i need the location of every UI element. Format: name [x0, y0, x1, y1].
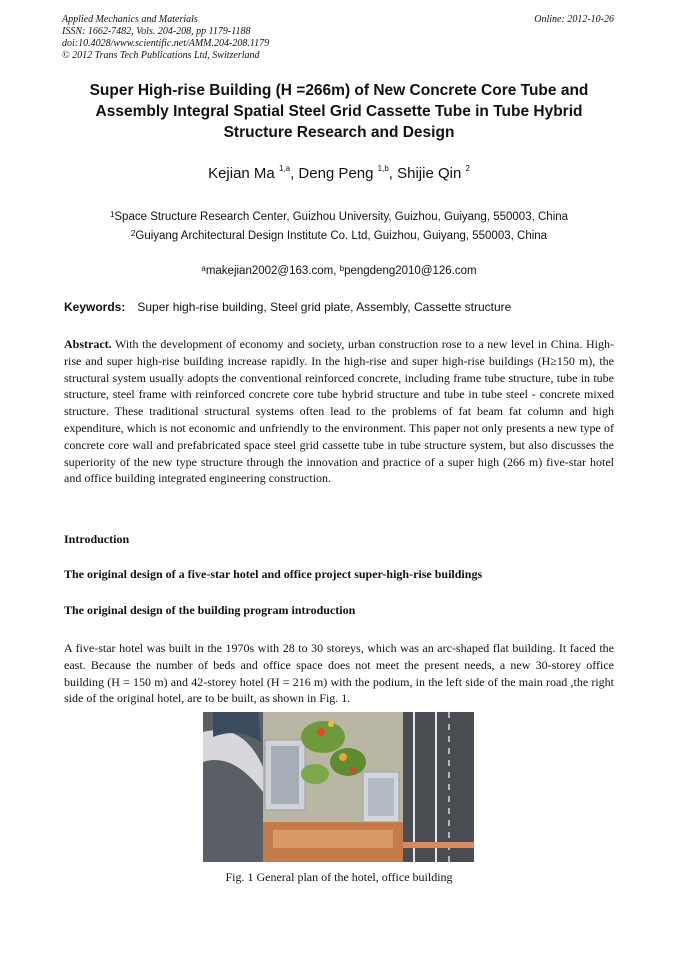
issn-line: ISSN: 1662-7482, Vols. 204-208, pp 1179-1188: [62, 26, 251, 37]
keywords-label: Keywords:: [64, 300, 126, 314]
email-address[interactable]: pengdeng2010@126.com: [344, 265, 477, 277]
affiliation-2: [60, 230, 618, 242]
heading-introduction: Introduction: [64, 532, 130, 546]
heading-program-introduction: The original design of the building program introduction: [64, 603, 356, 617]
abstract-label: Abstract.: [64, 337, 112, 351]
paper-title: Super High-rise Building (H =266m) of New Concrete Core Tube and Assembly Integral Spatial Steel Grid Cassette Tube in Tube Hybrid Structure Research and Design: [89, 82, 589, 141]
intro-paragraph: A five-star hotel was built in the 1970s with 28 to 30 storeys, which was an arc-shaped flat building. It faced the east. Because the number of beds and office space does not meet the present needs, a new 30-storey office building (H = 150 m) and 42-storey hotel (H = 216 m) with the podium, in the left side of the main road ,the right side of the original hotel, are to be built, as shown in Fig. 1.: [64, 641, 614, 706]
affiliation-text: Guiyang Architectural Design Institute Co. Ltd, Guizhou, Guiyang, 550003, China: [135, 230, 548, 242]
copyright-line: © 2012 Trans Tech Publications Ltd, Switzerland: [62, 50, 260, 61]
keywords-text: Super high-rise building, Steel grid plate, Assembly, Cassette structure: [137, 300, 512, 314]
site-plan-figure: [203, 712, 474, 862]
author-list: Kejian Ma $^{1,a}$, Deng Peng $^{1,b}$, Shijie Qin $^2$: [208, 164, 470, 182]
author-name: Deng Peng: [298, 165, 374, 182]
figure-caption: Fig. 1 General plan of the hotel, office building: [225, 870, 453, 884]
abstract: [64, 336, 614, 487]
author-sup: 1,b: [377, 164, 389, 173]
email-address[interactable]: makejian2002@163.com,: [205, 265, 337, 277]
author-sup: 2: [465, 164, 470, 173]
heading-original-design: The original design of a five-star hotel and office project super-high-rise buildings: [64, 567, 483, 581]
journal-name: Applied Mechanics and Materials: [62, 14, 198, 25]
online-date: Online: 2012-10-26: [534, 14, 614, 25]
doi-line[interactable]: doi:10.4028/www.scientific.net/AMM.204-208.1179: [62, 38, 270, 49]
affiliation-sup: 2: [130, 229, 136, 238]
email-sup: b: [339, 264, 345, 273]
abstract-text: With the development of economy and society, urban construction rose to a new level in China. High-rise and super high-rise building increase rapidly. In the high-rise and super high-rise buildings (H≥150 m), the structural system usually adopts the conventional reinforced concrete, including frame tube structure, tube in tube structure, steel frame with reinforced concrete core tube hybrid structure and tube in tube steel - concrete mixed structure. These traditional structural systems often lead to the problems of fat beam fat column and high expenditure, which is not economic and unfriendly to the environment. This paper not only presents a new type of concrete core wall and prefabricated space steel grid cassette tube in tube structure system, but also discusses the superiority of the new type structure through the innovation and practice of a super high (266 m) five-star hotel and office building integrated engineering construction.: [64, 337, 614, 486]
journal-header: [62, 14, 269, 62]
author-name: Kejian Ma: [208, 165, 275, 182]
keywords-line: [64, 300, 511, 314]
email-sup: a: [201, 264, 206, 273]
affiliation-1: [60, 211, 618, 223]
author-name: Shijie Qin: [397, 165, 462, 182]
affiliation-sup: 1: [109, 210, 115, 219]
site-plan-image: [203, 712, 474, 862]
email-list: [60, 265, 618, 277]
affiliation-text: Space Structure Research Center, Guizhou University, Guizhou, Guiyang, 550003, China: [114, 211, 569, 223]
author-sup: 1,a: [278, 164, 291, 173]
